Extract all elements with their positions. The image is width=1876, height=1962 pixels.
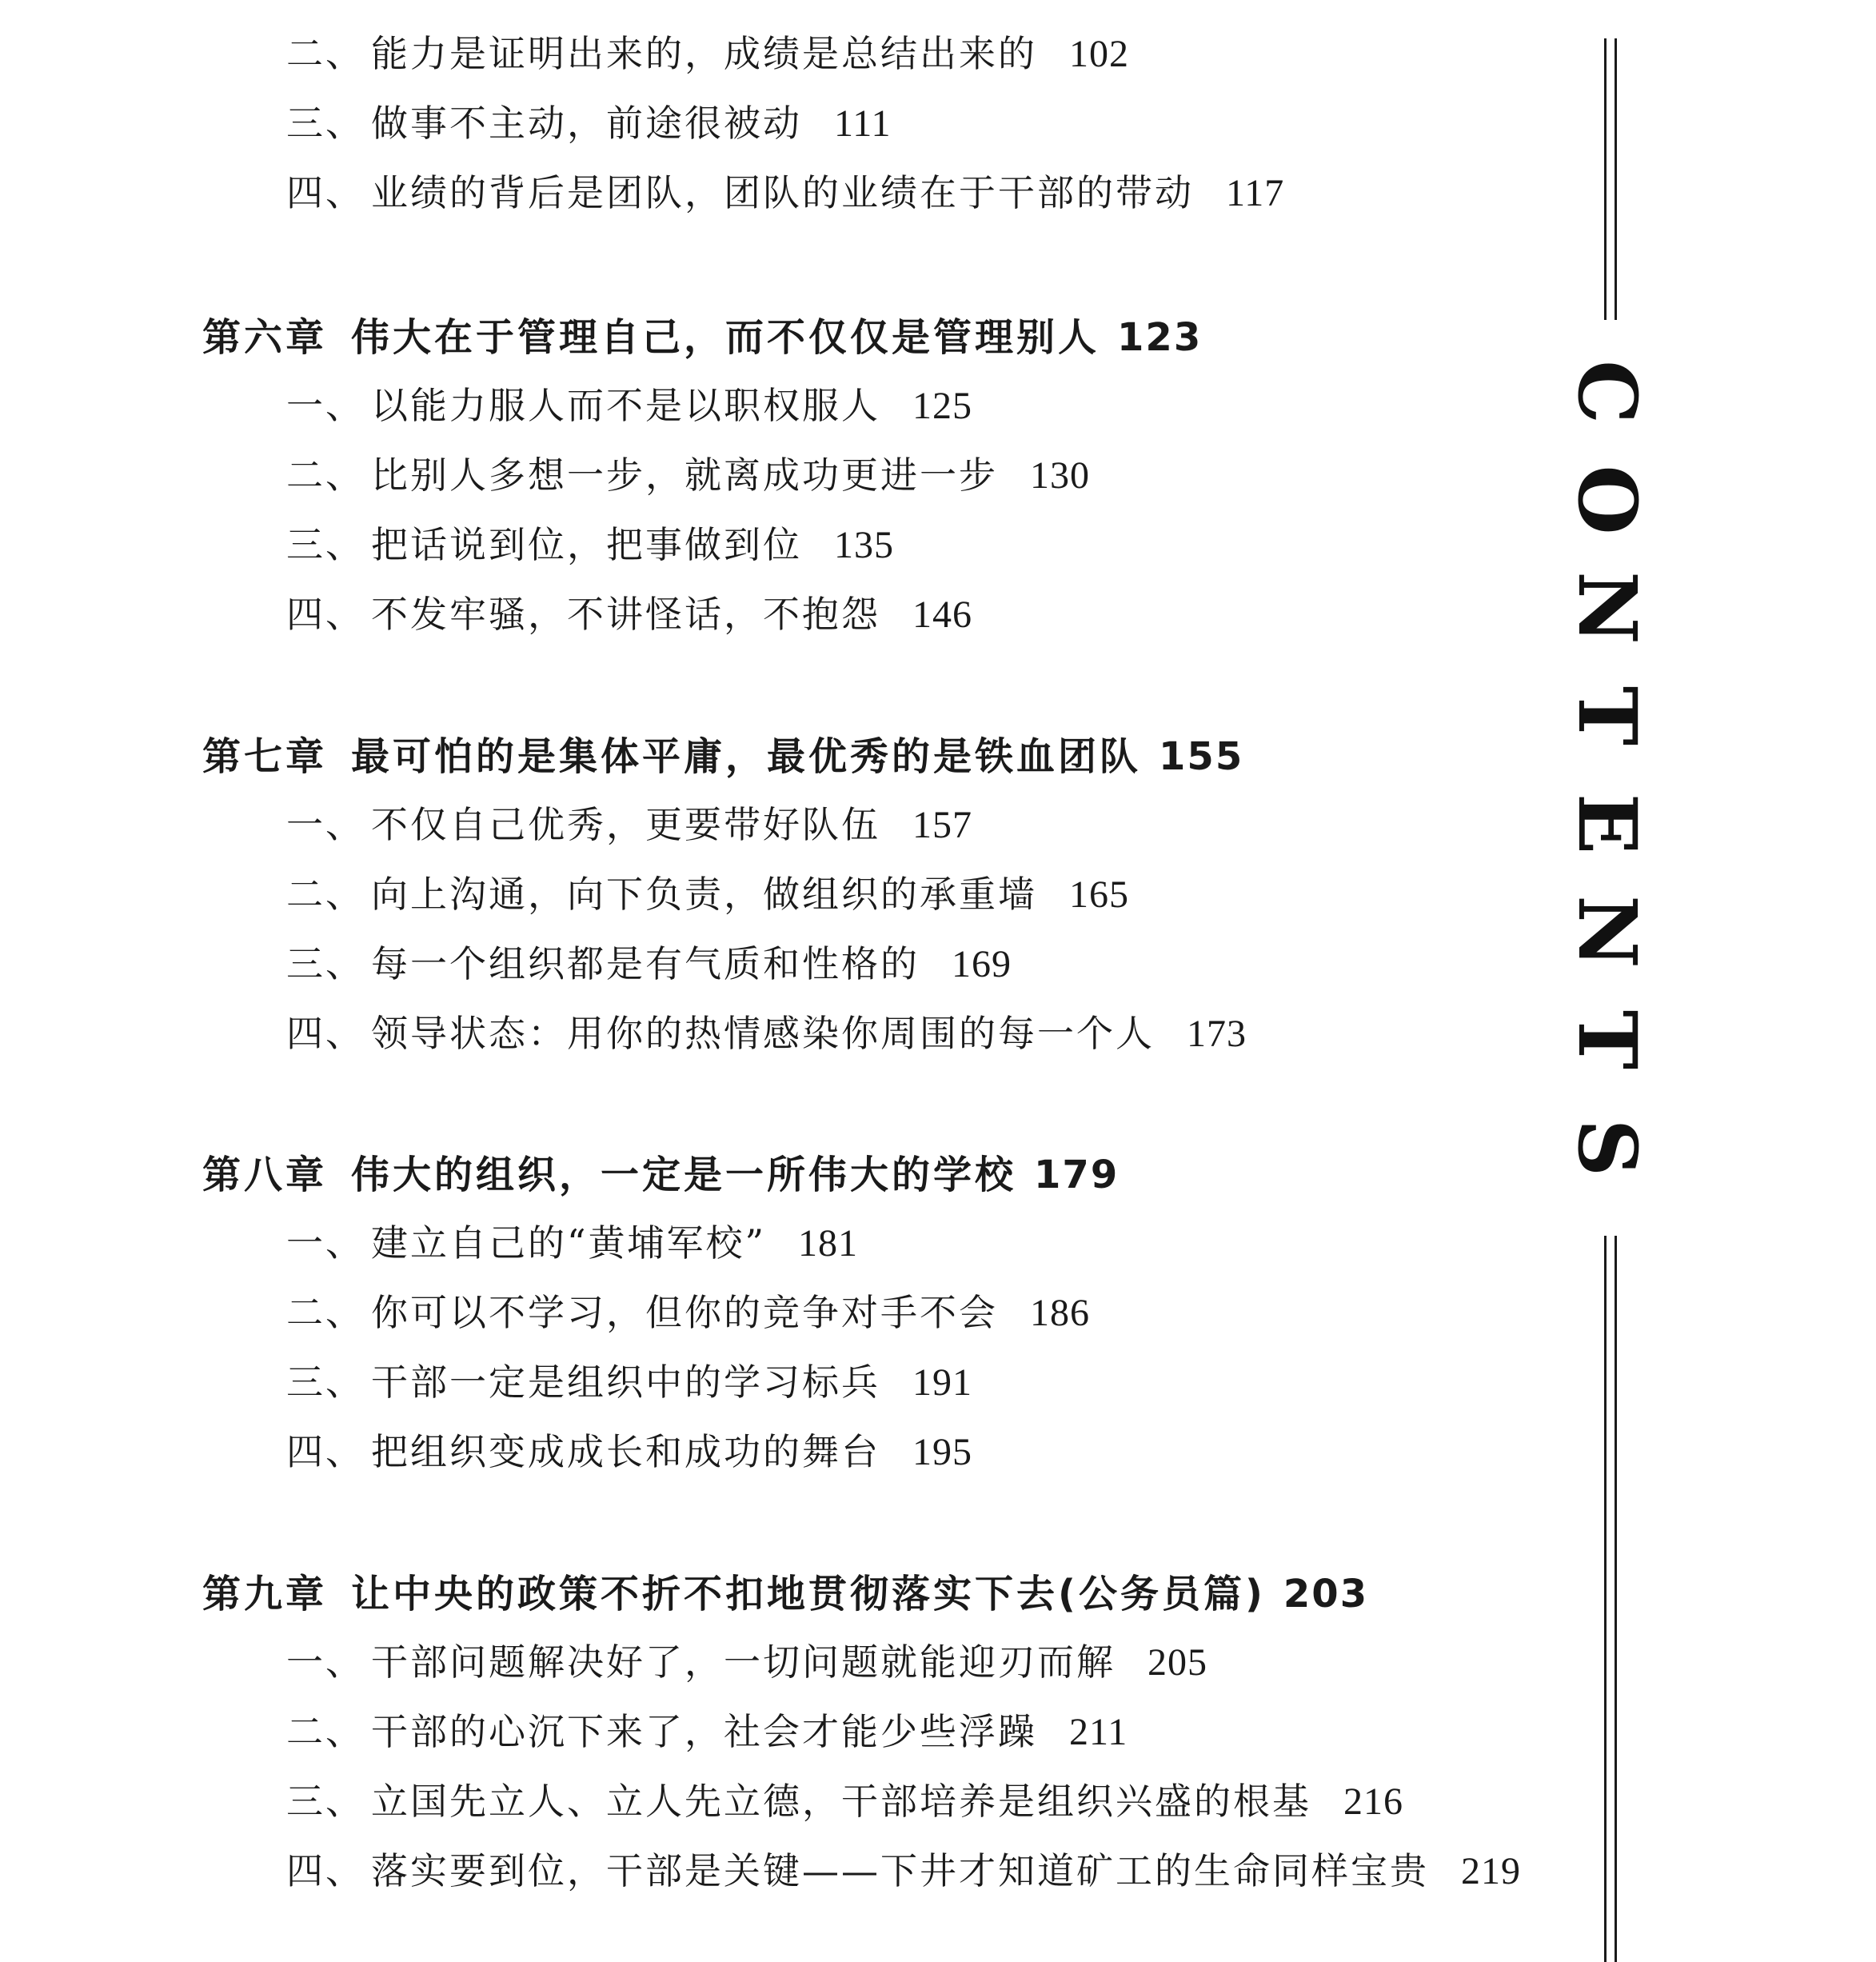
toc-section-entry[interactable] xyxy=(286,1640,1207,1684)
section-title: 落实要到位，干部是关键——下井才知道矿工的生命同样宝贵 xyxy=(371,1849,1429,1892)
banner-rule-top-inner xyxy=(1615,38,1617,320)
contents-letter: S xyxy=(1560,1118,1654,1177)
section-title: 每一个组织都是有气质和性格的 xyxy=(371,942,920,985)
section-title: 以能力服人而不是以职权服人 xyxy=(371,384,880,427)
section-title: 向上沟通，向下负责，做组织的承重墙 xyxy=(371,873,1037,916)
page-number: 219 xyxy=(1461,1850,1521,1892)
page-number: 195 xyxy=(912,1431,972,1473)
contents-letter: O xyxy=(1560,465,1654,535)
banner-rule-bottom-inner xyxy=(1615,1236,1617,1962)
toc-section-entry[interactable] xyxy=(286,171,1285,214)
contents-letter: N xyxy=(1560,571,1654,645)
section-title: 能力是证明出来的，成绩是总结出来的 xyxy=(371,32,1037,75)
section-title: 做事不主动，前途很被动 xyxy=(371,102,802,145)
section-title: 把话说到位，把事做到位 xyxy=(371,523,802,566)
section-number: 四、 xyxy=(286,593,365,636)
section-number: 二、 xyxy=(286,1291,365,1334)
page-number: 155 xyxy=(1159,734,1244,779)
toc-section-entry[interactable] xyxy=(286,593,972,636)
section-title: 你可以不学习，但你的竞争对手不会 xyxy=(371,1291,998,1334)
contents-letter: E xyxy=(1560,793,1654,855)
section-title: 比别人多想一步，就离成功更进一步 xyxy=(371,454,998,497)
banner-rule-bottom-outer xyxy=(1604,1236,1607,1962)
toc-section-entry[interactable] xyxy=(286,1430,972,1473)
toc-section-entry[interactable] xyxy=(286,1361,972,1404)
page-number: 216 xyxy=(1343,1780,1403,1823)
section-title: 建立自己的“黄埔军校” xyxy=(371,1221,767,1265)
toc-section-entry[interactable] xyxy=(286,32,1129,75)
chapter-title: 伟大在于管理自己，而不仅仅是管理别人 xyxy=(351,315,1100,360)
page-number: 157 xyxy=(912,804,972,846)
contents-letter: T xyxy=(1560,1009,1654,1070)
section-number: 三、 xyxy=(286,1780,365,1823)
page-number: 130 xyxy=(1030,454,1090,497)
chapter-title: 最可怕的是集体平庸，最优秀的是铁血团队 xyxy=(351,734,1142,779)
section-number: 二、 xyxy=(286,873,365,916)
page-number: 102 xyxy=(1069,33,1129,75)
section-number: 二、 xyxy=(286,454,365,497)
chapter-title: 伟大的组织，一定是一所伟大的学校 xyxy=(351,1153,1017,1197)
toc-chapter-heading[interactable] xyxy=(202,315,1203,360)
section-number: 四、 xyxy=(286,1849,365,1892)
toc-chapter-heading[interactable] xyxy=(202,1153,1120,1197)
toc-section-entry[interactable] xyxy=(286,1780,1403,1823)
section-number: 四、 xyxy=(286,1012,365,1055)
toc-chapter-heading[interactable] xyxy=(202,734,1244,779)
banner-rule-top-outer xyxy=(1604,38,1607,320)
section-number: 三、 xyxy=(286,1361,365,1404)
chapter-label: 第八章 xyxy=(202,1153,328,1197)
section-title: 把组织变成成长和成功的舞台 xyxy=(371,1430,880,1473)
page-number: 169 xyxy=(952,943,1012,985)
section-number: 一、 xyxy=(286,803,365,846)
page-number: 186 xyxy=(1030,1292,1090,1334)
page-number: 135 xyxy=(834,524,894,566)
contents-letter: N xyxy=(1560,895,1654,969)
section-number: 一、 xyxy=(286,1221,365,1265)
chapter-label: 第六章 xyxy=(202,315,328,360)
section-number: 四、 xyxy=(286,1430,365,1473)
section-title: 业绩的背后是团队，团队的业绩在于干部的带动 xyxy=(371,171,1194,214)
page-number: 191 xyxy=(912,1361,972,1404)
toc-section-entry[interactable] xyxy=(286,454,1090,497)
page-number: 123 xyxy=(1117,315,1203,360)
section-number: 二、 xyxy=(286,32,365,75)
section-number: 三、 xyxy=(286,942,365,985)
page-number: 205 xyxy=(1148,1641,1207,1684)
toc-section-entry[interactable] xyxy=(286,384,972,427)
section-title: 干部一定是组织中的学习标兵 xyxy=(371,1361,880,1404)
toc-section-entry[interactable] xyxy=(286,1012,1247,1055)
section-number: 一、 xyxy=(286,1640,365,1684)
section-title: 不发牢骚，不讲怪话，不抱怨 xyxy=(371,593,880,636)
section-title: 领导状态：用你的热情感染你周围的每一个人 xyxy=(371,1012,1155,1055)
toc-section-entry[interactable] xyxy=(286,1291,1090,1334)
section-number: 一、 xyxy=(286,384,365,427)
toc-section-entry[interactable] xyxy=(286,942,1012,985)
page-number: 203 xyxy=(1283,1572,1369,1616)
page-number: 111 xyxy=(834,102,892,145)
page-number: 173 xyxy=(1187,1013,1247,1055)
section-number: 四、 xyxy=(286,171,365,214)
toc-chapter-heading[interactable] xyxy=(202,1572,1369,1616)
page-number: 117 xyxy=(1226,172,1285,214)
section-title: 干部的心沉下来了，社会才能少些浮躁 xyxy=(371,1710,1037,1753)
section-number: 二、 xyxy=(286,1710,365,1753)
chapter-label: 第七章 xyxy=(202,734,328,779)
page-number: 179 xyxy=(1034,1153,1120,1197)
toc-section-entry[interactable] xyxy=(286,1221,859,1265)
chapter-title: 让中央的政策不折不扣地贯彻落实下去(公务员篇) xyxy=(351,1572,1266,1616)
section-title: 不仅自己优秀，更要带好队伍 xyxy=(371,803,880,846)
chapter-label: 第九章 xyxy=(202,1572,328,1616)
toc-section-entry[interactable] xyxy=(286,873,1129,916)
toc-section-entry[interactable] xyxy=(286,1849,1521,1892)
section-number: 三、 xyxy=(286,523,365,566)
toc-section-entry[interactable] xyxy=(286,803,972,846)
toc-section-entry[interactable] xyxy=(286,102,892,145)
section-title: 干部问题解决好了，一切问题就能迎刃而解 xyxy=(371,1640,1116,1684)
section-title: 立国先立人、立人先立德，干部培养是组织兴盛的根基 xyxy=(371,1780,1311,1823)
toc-section-entry[interactable] xyxy=(286,1710,1128,1753)
contents-vertical-title xyxy=(1503,352,1711,1216)
toc-section-entry[interactable] xyxy=(286,523,894,566)
contents-letter: T xyxy=(1560,685,1654,746)
page-number: 181 xyxy=(798,1222,859,1265)
page-number: 165 xyxy=(1069,873,1129,916)
page-number: 125 xyxy=(912,385,972,427)
section-number: 三、 xyxy=(286,102,365,145)
contents-letter: C xyxy=(1560,360,1654,424)
page-number: 146 xyxy=(912,593,972,636)
page-number: 211 xyxy=(1069,1711,1128,1753)
